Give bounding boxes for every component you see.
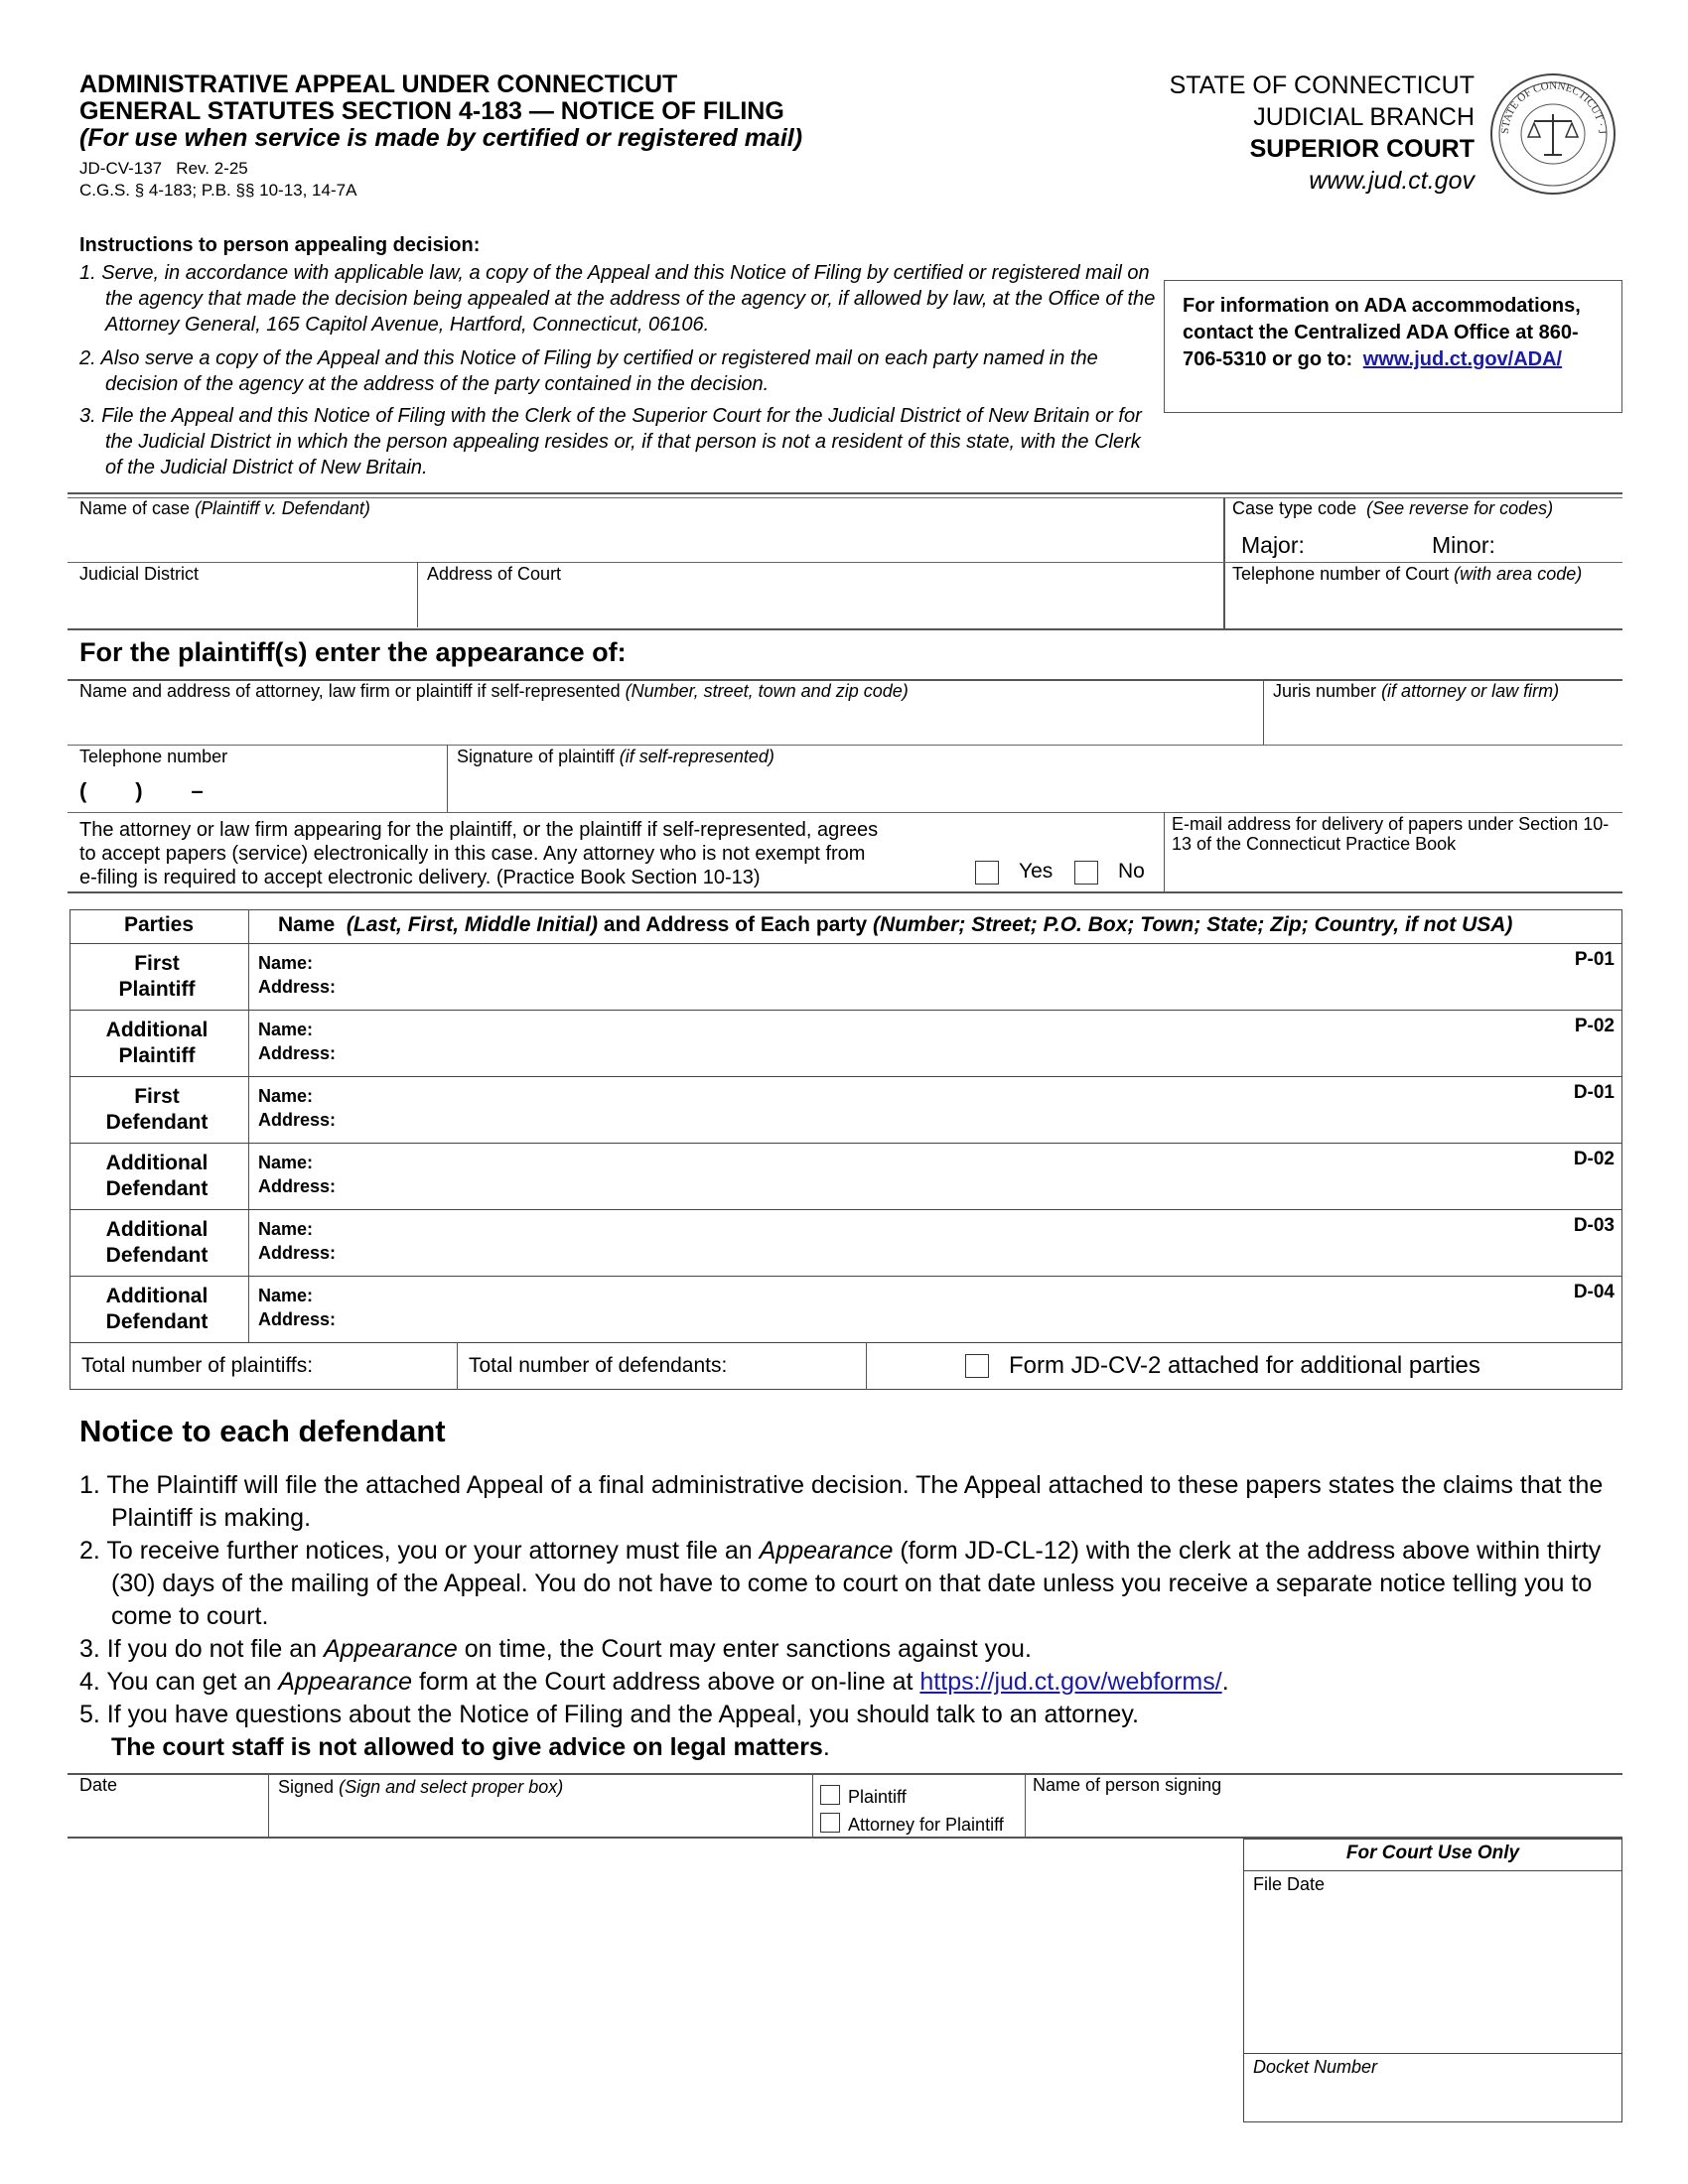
title-line-1: ADMINISTRATIVE APPEAL UNDER CONNECTICUT — [79, 70, 678, 98]
notice-item-2: 2. To receive further notices, you or your attorney must file an Appearance (form JD-CL-12) with the clerk at the address above within thirty (30) days of the mailing of the Appeal. You do not have to come to court on that date unless you receive a separate notice telling you to come to court. — [79, 1537, 1602, 1630]
party-code: P-02 — [1574, 1016, 1615, 1036]
party-row-additional-defendant: Additional Defendant Name: Address: D-03 — [105, 1215, 1615, 1267]
notice-item-4: 4. You can get an Appearance form at the Court address above or on-line at https://jud.ct.gov/webforms/. — [79, 1668, 1229, 1696]
case-name-label: Name of case (Plaintiff v. Defendant) — [79, 498, 370, 518]
no-checkbox[interactable] — [1074, 861, 1098, 885]
state-name: STATE OF CONNECTICUT — [1169, 71, 1475, 99]
email-field[interactable]: E-mail address for delivery of papers under Section 10-13 of the Connecticut Practice Book — [1172, 814, 1610, 854]
subtitle: (For use when service is made by certified or registered mail) — [79, 124, 803, 152]
date-field[interactable]: Date — [79, 1775, 118, 1795]
address-field[interactable]: Address: — [258, 977, 337, 997]
total-defendants-field[interactable]: Total number of defendants: — [469, 1354, 728, 1377]
plaintiff-checkbox[interactable] — [820, 1785, 840, 1805]
total-plaintiffs-field[interactable]: Total number of plaintiffs: — [81, 1354, 314, 1377]
yes-label: Yes — [1019, 860, 1054, 883]
form-jd-cv-2-checkbox[interactable] — [965, 1354, 989, 1378]
name-field[interactable]: Name: — [258, 1219, 314, 1239]
name-of-person-signing-field[interactable]: Name of person signing — [1033, 1775, 1222, 1795]
instruction-1: 1. Serve, in accordance with applicable law, a copy of the Appeal and this Notice of Filing by certified or registered mail on the agency that made the decision being appealed at the address of the agency or, if allowed by law, at the Office of the Attorney General, 165 Capitol Avenue, Hartford, Connecticut, 06106. — [79, 262, 1156, 336]
address-field[interactable]: Address: — [258, 1043, 337, 1063]
file-date-field: File Date — [1253, 1874, 1326, 1894]
state-seal-icon — [1486, 69, 1620, 199]
instructions-heading: Instructions to person appealing decision: — [79, 234, 481, 256]
party-code: D-04 — [1573, 1282, 1615, 1302]
notice-item-5: 5. If you have questions about the Notice of Filing and the Appeal, you should talk to an attorney. — [79, 1701, 1139, 1728]
name-field[interactable]: Name: — [258, 1020, 314, 1039]
court-header — [1092, 69, 1475, 197]
court-phone-field[interactable]: Telephone number of Court (with area code) — [1232, 564, 1583, 584]
judicial-district-field[interactable]: Judicial District — [79, 564, 200, 584]
telephone-field[interactable]: ( ) – — [79, 778, 204, 803]
party-code: D-02 — [1573, 1149, 1615, 1169]
yes-checkbox[interactable] — [975, 861, 999, 885]
attorney-name-address-field[interactable]: Name and address of attorney, law firm or plaintiff if self-represented (Number, street, town and zip code) — [79, 681, 909, 701]
case-type-label: Case type code (See reverse for codes) — [1232, 498, 1554, 518]
instruction-3: 3. File the Appeal and this Notice of Filing with the Clerk of the Superior Court for the Judicial District of New Britain or for the Judicial District in which the person appealing resides or, if that person is not a resident of this state, with the Clerk of the Judicial District of New Britain. — [79, 405, 1142, 478]
telephone-label: Telephone number — [79, 747, 228, 766]
parties-column-header: Parties — [123, 913, 195, 936]
party-code: D-01 — [1573, 1082, 1615, 1103]
juris-number-field[interactable]: Juris number (if attorney or law firm) — [1273, 681, 1560, 701]
form-number: JD-CV-137 Rev. 2-25 — [79, 159, 248, 178]
electronic-service-agreement: The attorney or law firm appearing for the plaintiff, or the plaintiff if self-represented, agrees to accept papers (service) electronically in this case. Any attorney who is not exempt from e-filing is required to accept electronic delivery. (Practice Book Section 10-13) — [79, 819, 879, 888]
address-field[interactable]: Address: — [258, 1110, 337, 1130]
docket-number-field: Docket Number — [1253, 2057, 1378, 2077]
notice-heading: Notice to each defendant — [79, 1414, 446, 1448]
notice-warning: The court staff is not allowed to give advice on legal matters. — [111, 1733, 830, 1761]
party-row-first-plaintiff: First Plaintiff Name: Address: P-01 — [118, 949, 1615, 1001]
attorney-checkbox-label: Attorney for Plaintiff — [848, 1815, 1004, 1835]
party-row-additional-defendant: Additional Defendant Name: Address: D-02 — [105, 1149, 1615, 1200]
name-field[interactable]: Name: — [258, 1153, 314, 1172]
form-title — [79, 71, 802, 152]
title-line-2: GENERAL STATUTES SECTION 4-183 — NOTICE OF FILING — [79, 97, 784, 125]
form-jd-cv-2-label: Form JD-CV-2 attached for additional parties — [1009, 1352, 1480, 1379]
name-field[interactable]: Name: — [258, 1086, 314, 1106]
plaintiff-checkbox-label: Plaintiff — [848, 1787, 907, 1807]
major-code-field[interactable]: Major: — [1241, 532, 1305, 558]
court-address-field[interactable]: Address of Court — [427, 564, 562, 584]
branch-name: JUDICIAL BRANCH — [1253, 103, 1475, 131]
ada-box — [1164, 280, 1622, 413]
court-name: SUPERIOR COURT — [1249, 135, 1475, 163]
no-label: No — [1118, 860, 1145, 883]
party-row-additional-defendant: Additional Defendant Name: Address: D-04 — [105, 1282, 1615, 1333]
statutes: C.G.S. § 4-183; P.B. §§ 10-13, 14-7A — [79, 181, 357, 200]
name-address-column-header: Name (Last, First, Middle Initial) and Address of Each party (Number; Street; P.O. Box; Town; State; Zip; Country, if not USA) — [278, 913, 1513, 936]
svg-text:STATE OF CONNECTICUT · JUDICIA: STATE OF CONNECTICUT · J — [1498, 79, 1609, 135]
address-field[interactable]: Address: — [258, 1176, 337, 1196]
instruction-2: 2. Also serve a copy of the Appeal and this Notice of Filing by certified or registered mail on each party named in the decision of the agency at the address of the party contained in the decision. — [79, 347, 1098, 395]
webforms-link[interactable]: https://jud.ct.gov/webforms/ — [919, 1668, 1222, 1696]
name-field[interactable]: Name: — [258, 1286, 314, 1305]
attorney-checkbox[interactable] — [820, 1813, 840, 1833]
notice-item-3: 3. If you do not file an Appearance on time, the Court may enter sanctions against you. — [79, 1635, 1032, 1663]
name-field[interactable]: Name: — [258, 953, 314, 973]
party-row-first-defendant: First Defendant Name: Address: D-01 — [105, 1082, 1615, 1134]
address-field[interactable]: Address: — [258, 1309, 337, 1329]
signed-field[interactable]: Signed (Sign and select proper box) — [278, 1777, 564, 1797]
party-row-additional-plaintiff: Additional Plaintiff Name: Address: P-02 — [105, 1016, 1615, 1067]
plaintiff-signature-field[interactable]: Signature of plaintiff (if self-represented) — [457, 747, 774, 766]
party-code: P-01 — [1574, 949, 1615, 970]
party-code: D-03 — [1573, 1215, 1615, 1236]
court-use-title: For Court Use Only — [1345, 1843, 1520, 1863]
appearance-heading: For the plaintiff(s) enter the appearance of: — [79, 637, 627, 667]
minor-code-field[interactable]: Minor: — [1432, 532, 1495, 558]
notice-item-1: 1. The Plaintiff will file the attached Appeal of a final administrative decision. The Appeal attached to these papers states the claims that the Plaintiff is making. — [79, 1471, 1604, 1532]
website: www.jud.ct.gov — [1309, 167, 1475, 195]
ada-text: For information on ADA accommodations, contact the Centralized ADA Office at 860-706-5310 or go to: — [1183, 295, 1581, 370]
ada-link[interactable]: www.jud.ct.gov/ADA/ — [1362, 348, 1563, 370]
address-field[interactable]: Address: — [258, 1243, 337, 1263]
